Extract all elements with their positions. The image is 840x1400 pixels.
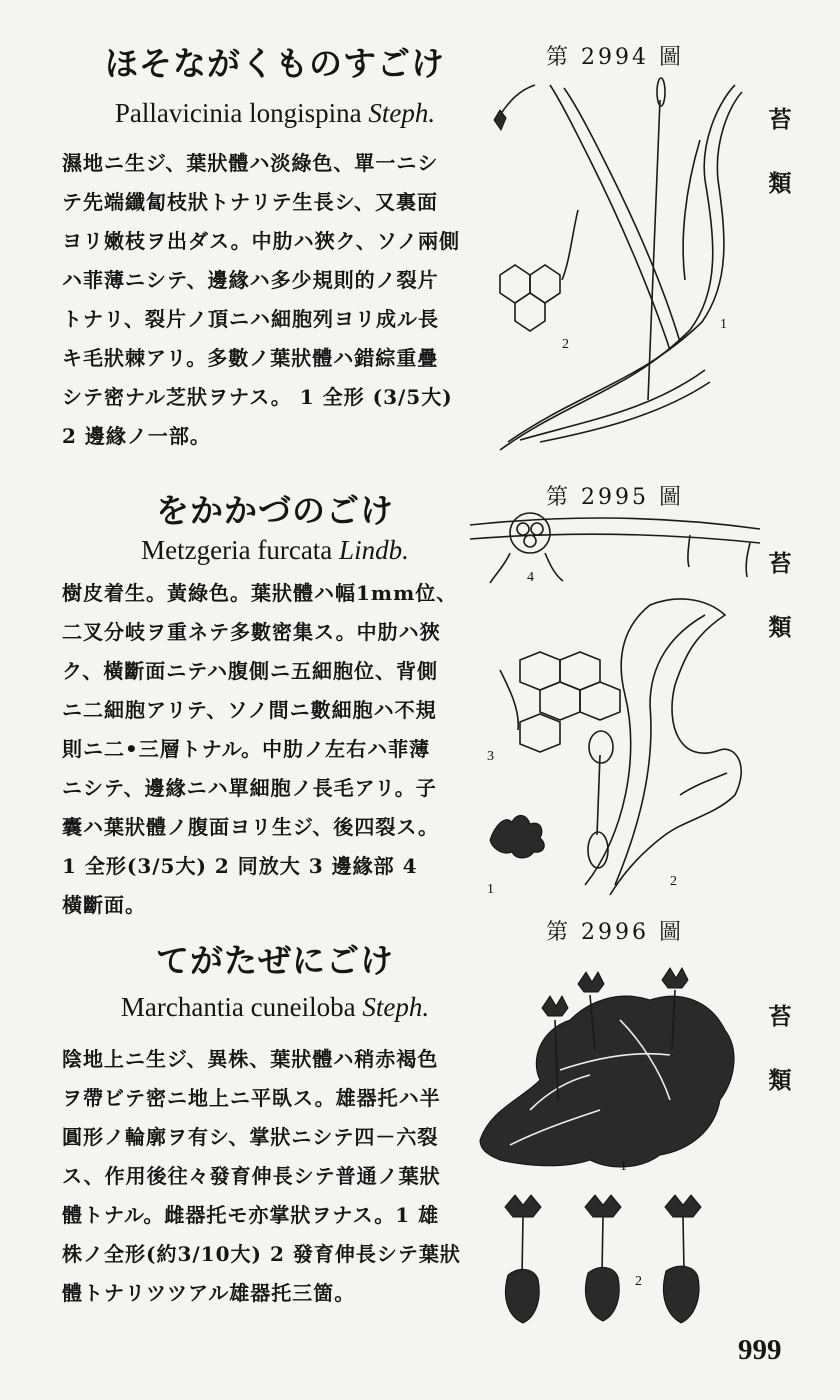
figure-2995-number-2: 2	[670, 874, 677, 889]
entry-2-figure-label: 第 2995 圖	[546, 485, 684, 510]
figure-2995-number-3: 3	[487, 749, 494, 764]
figure-2996-number-2: 2	[635, 1274, 642, 1289]
entry-3-author: Steph.	[362, 992, 430, 1022]
entry-3-figure-label: 第 2996 圖	[546, 920, 684, 945]
figure-2994-number-2: 2	[562, 337, 569, 352]
figure-2994-number-1: 1	[720, 317, 727, 332]
entry-1-author: Steph.	[368, 98, 436, 128]
entry-3-latin-name	[40, 992, 510, 1023]
entry-1-side-label: 苔 類	[768, 106, 792, 197]
entry-3-genus-species: Marchantia cuneiloba	[120, 992, 356, 1022]
entry-2-side-label: 苔 類	[768, 550, 792, 641]
entry-2-description: 樹皮着生。黃綠色。葉狀體ハ幅1mm位、 二叉分岐ヲ重ネテ多數密集ス。中肋ハ狹 ク、橫斷面ニテハ腹側ニ五細胞位、背側 ニ二細胞アリテ、ソノ間ニ數細胞ハ不規 則ニ二•三層トナル。中肋ノ左右ハ菲薄 ニシテ、邊緣ニハ單細胞ノ長毛アリ。子 囊ハ葉狀體ノ腹面ヨリ生ジ、後四裂ス。 1 全形(3/5大) 2 同放大 3 邊緣部 4 橫斷面。	[62, 581, 458, 917]
figure-2996-number-1: 1	[620, 1159, 627, 1174]
figure-2995-number-1: 1	[487, 882, 494, 897]
entry-2-latin-name	[40, 535, 510, 566]
entry-2-genus-species: Metzgeria furcata	[141, 535, 333, 565]
entry-1-figure-label: 第 2994 圖	[546, 45, 684, 70]
entry-3-title: てがたぜにごけ	[156, 941, 394, 980]
liverwort-illustration-marchantia	[470, 960, 760, 1330]
entry-1-title: ほそながくものすごけ	[105, 44, 445, 83]
entry-1-latin-name	[40, 98, 510, 129]
figure-2995-number-4: 4	[527, 570, 534, 585]
entry-3-description: 陰地上ニ生ジ、異株、葉狀體ハ稍赤褐色 ヲ帶ビテ密ニ地上ニ平臥ス。雄器托ハ半 圓形ノ輪廓ヲ有シ、掌狀ニシテ四－六裂 ス、作用後往々發育伸長シテ普通ノ葉狀 體トナル。雌器托モ亦掌狀ヲナス。1 雄 株ノ全形(約3/10大) 2 發育伸長シテ葉狀 體トナリツツアル雄器托三箇。	[62, 1047, 461, 1305]
liverwort-illustration-pallavicinia	[480, 70, 760, 465]
page-number: 999	[738, 1334, 782, 1366]
entry-1-description: 濕地ニ生ジ、葉狀體ハ淡綠色、單一ニシ テ先端纖匐枝狀トナリテ生長シ、又裏面 ヨリ嫩枝ヲ出ダス。中肋ハ狹ク、ソノ兩側 ハ菲薄ニシテ、邊緣ハ多少規則的ノ裂片 トナリ、裂片ノ頂ニハ細胞列ヨリ成ル長 キ毛狀棘アリ。多數ノ葉狀體ハ錯綜重疊 シテ密ナル芝狀ヲナス。 1 全形 (3/5大) 2 邊緣ノ一部。	[62, 151, 460, 448]
liverwort-illustration-metzgeria	[465, 505, 760, 900]
entry-2-author: Lindb.	[339, 535, 409, 565]
entry-3-side-label: 苔 類	[768, 1003, 792, 1094]
entry-1-genus-species: Pallavicinia longispina	[114, 98, 362, 128]
entry-2-title: をかかづのごけ	[156, 491, 394, 530]
